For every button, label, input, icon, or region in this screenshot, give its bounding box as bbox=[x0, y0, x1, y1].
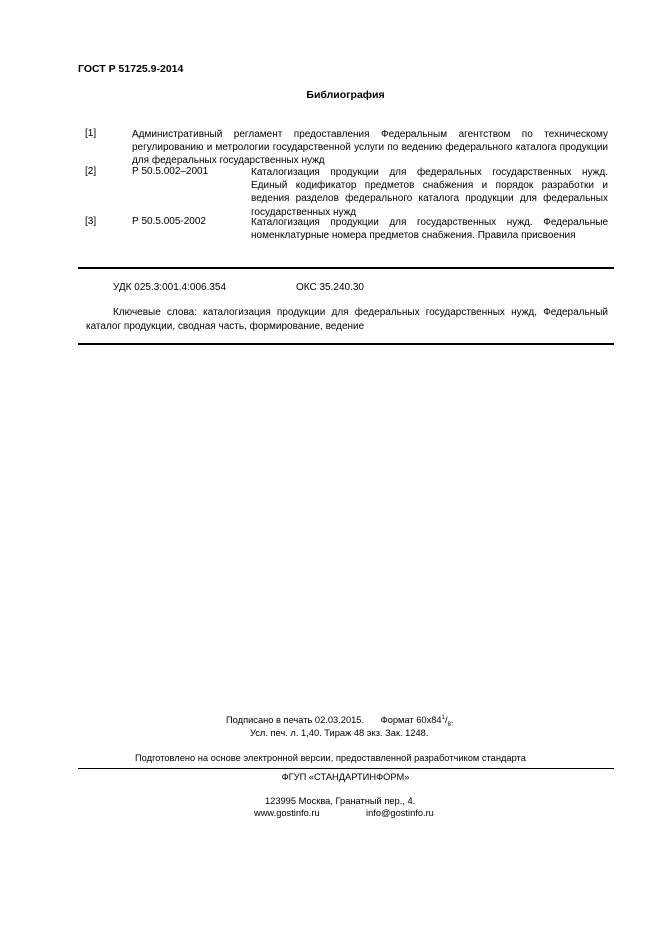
document-code: ГОСТ Р 51725.9-2014 bbox=[78, 63, 184, 75]
publisher-name: ФГУП «СТАНДАРТИНФОРМ» bbox=[281, 772, 410, 782]
signed-date: Подписано в печать 02.03.2015. bbox=[226, 715, 365, 726]
format-info: Формат $60х84^1/_8$. bbox=[380, 715, 454, 728]
ref-code: Р 50.5.002–2001 bbox=[132, 166, 209, 177]
divider-top bbox=[78, 267, 614, 269]
imprint-print-line: Усл. печ. л. 1,40. Тираж 48 экз. Зак. 1248. bbox=[250, 728, 429, 738]
publisher-website[interactable]: www.gostinfo.ru bbox=[254, 808, 320, 818]
publisher-email[interactable]: info@gostinfo.ru bbox=[366, 808, 434, 818]
format-numerator: 1 bbox=[441, 715, 445, 721]
ref-code: Р 50.5.005-2002 bbox=[132, 216, 206, 227]
oks-code: ОКС 35.240.30 bbox=[296, 282, 364, 293]
ref-number: [3] bbox=[85, 216, 97, 227]
prepared-note: Подготовлено на основе электронной версии, предоставленной разработчиком стандарта bbox=[135, 753, 526, 763]
keywords: Ключевые слова: каталогизация продукции для федеральных государственных нужд, Федеральный каталог продукции, сводная часть, формирование, ведение bbox=[86, 307, 608, 332]
ref-text: Каталогизация продукции для федеральных государственных нужд. Единый кодификатор предметов снабжения и порядок разработки и ведения разделов федерального каталога продукции для федеральных государственных нужд bbox=[251, 167, 608, 218]
ref-number: [1] bbox=[85, 128, 97, 139]
divider-bottom bbox=[78, 343, 614, 345]
bibliography-title: Библиография bbox=[306, 89, 385, 101]
format-denominator: 8 bbox=[447, 721, 451, 728]
ref-number: [2] bbox=[85, 166, 97, 177]
ref-text: Каталогизация продукции для государственных нужд. Федеральные номенклатурные номера предметов снабжения. Правила присвоения bbox=[251, 217, 608, 242]
imprint-divider bbox=[78, 768, 614, 769]
imprint-signed bbox=[226, 715, 453, 728]
format-suffix: . bbox=[450, 715, 454, 726]
format-prefix: Формат 60х84 bbox=[380, 715, 442, 726]
publisher-address: 123995 Москва, Гранатный пер., 4. bbox=[265, 796, 416, 806]
ref-text: Административный регламент предоставления Федеральным агентством по техническому регулированию и метрологии государственной услуги по ведению федерального каталога продукции для федеральных государственных нужд bbox=[132, 129, 608, 167]
udk-code: УДК 025.3:001.4:006.354 bbox=[113, 282, 227, 293]
